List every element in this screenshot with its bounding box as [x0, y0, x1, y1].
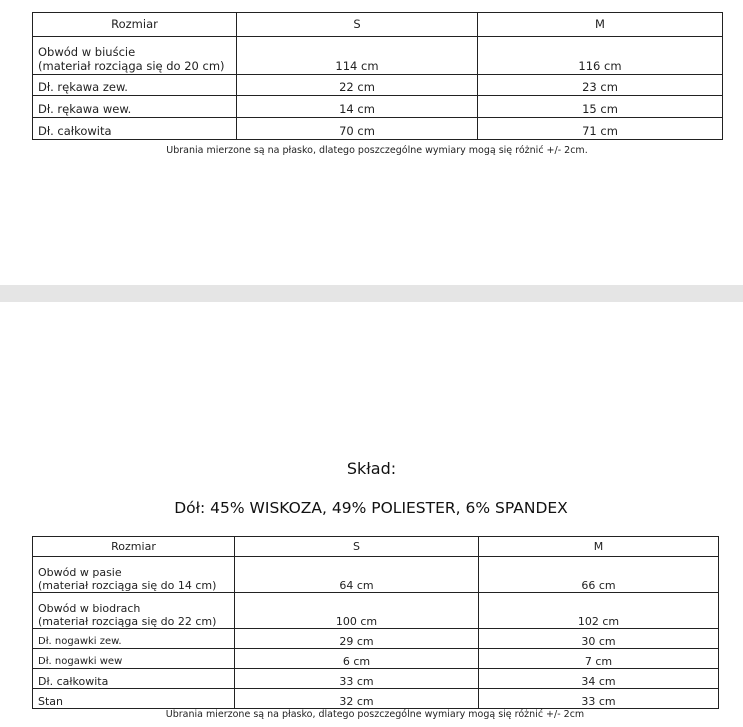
header-s: S	[237, 13, 478, 37]
value-m: 66 cm	[479, 557, 719, 593]
value-m: 7 cm	[479, 649, 719, 669]
row-label-note: (materiał rozciąga się do 20 cm)	[38, 59, 225, 74]
table-row	[33, 689, 719, 709]
header-s: S	[235, 537, 479, 557]
row-label: Dł. nogawki zew.	[33, 629, 235, 649]
value-m: 116 cm	[478, 37, 723, 75]
row-label: Stan	[33, 689, 235, 709]
row-label: Dł. całkowita	[33, 118, 237, 140]
row-label-line: Obwód w pasie	[38, 565, 122, 579]
value-m: 30 cm	[479, 629, 719, 649]
value-s: 32 cm	[235, 689, 479, 709]
table-row	[33, 557, 719, 593]
table-row	[33, 593, 719, 629]
table-row	[33, 37, 723, 75]
value-m: 15 cm	[478, 96, 723, 118]
value-s: 100 cm	[235, 593, 479, 629]
table-row	[33, 669, 719, 689]
composition-title: Skład:	[346, 459, 397, 478]
row-label	[33, 593, 235, 629]
value-s: 6 cm	[235, 649, 479, 669]
bottom-size-table	[32, 536, 719, 709]
table-row	[33, 629, 719, 649]
row-label: Dł. całkowita	[33, 669, 235, 689]
table-row	[33, 75, 723, 96]
table-row	[33, 649, 719, 669]
value-s: 33 cm	[235, 669, 479, 689]
header-m: M	[479, 537, 719, 557]
header-size: Rozmiar	[33, 537, 235, 557]
measurement-note: Ubrania mierzone są na płasko, dlatego poszczególne wymiary mogą się różnić +/- 2cm	[165, 709, 585, 720]
measurement-note: Ubrania mierzone są na płasko, dlatego poszczególne wymiary mogą się różnić +/- 2cm.	[166, 145, 588, 156]
row-label: Dł. nogawki wew	[33, 649, 235, 669]
row-label	[33, 37, 237, 75]
table-row	[33, 118, 723, 140]
section-divider	[0, 285, 743, 302]
header-m: M	[478, 13, 723, 37]
row-label-line: Obwód w biodrach	[38, 601, 141, 615]
row-label-note: (materiał rozciąga się do 22 cm)	[38, 614, 217, 628]
value-s: 22 cm	[237, 75, 478, 96]
value-s: 70 cm	[237, 118, 478, 140]
value-s: 64 cm	[235, 557, 479, 593]
row-label-line: Obwód w biuście	[38, 45, 136, 60]
header-size: Rozmiar	[33, 13, 237, 37]
value-s: 114 cm	[237, 37, 478, 75]
composition-text: Dół: 45% WISKOZA, 49% POLIESTER, 6% SPANDEX	[174, 499, 568, 517]
value-s: 14 cm	[237, 96, 478, 118]
value-m: 33 cm	[479, 689, 719, 709]
value-m: 23 cm	[478, 75, 723, 96]
top-size-table	[32, 12, 723, 140]
value-m: 102 cm	[479, 593, 719, 629]
row-label-note: (materiał rozciąga się do 14 cm)	[38, 578, 217, 592]
value-m: 71 cm	[478, 118, 723, 140]
row-label: Dł. rękawa zew.	[33, 75, 237, 96]
value-m: 34 cm	[479, 669, 719, 689]
row-label: Dł. rękawa wew.	[33, 96, 237, 118]
table-row	[33, 96, 723, 118]
value-s: 29 cm	[235, 629, 479, 649]
row-label	[33, 557, 235, 593]
